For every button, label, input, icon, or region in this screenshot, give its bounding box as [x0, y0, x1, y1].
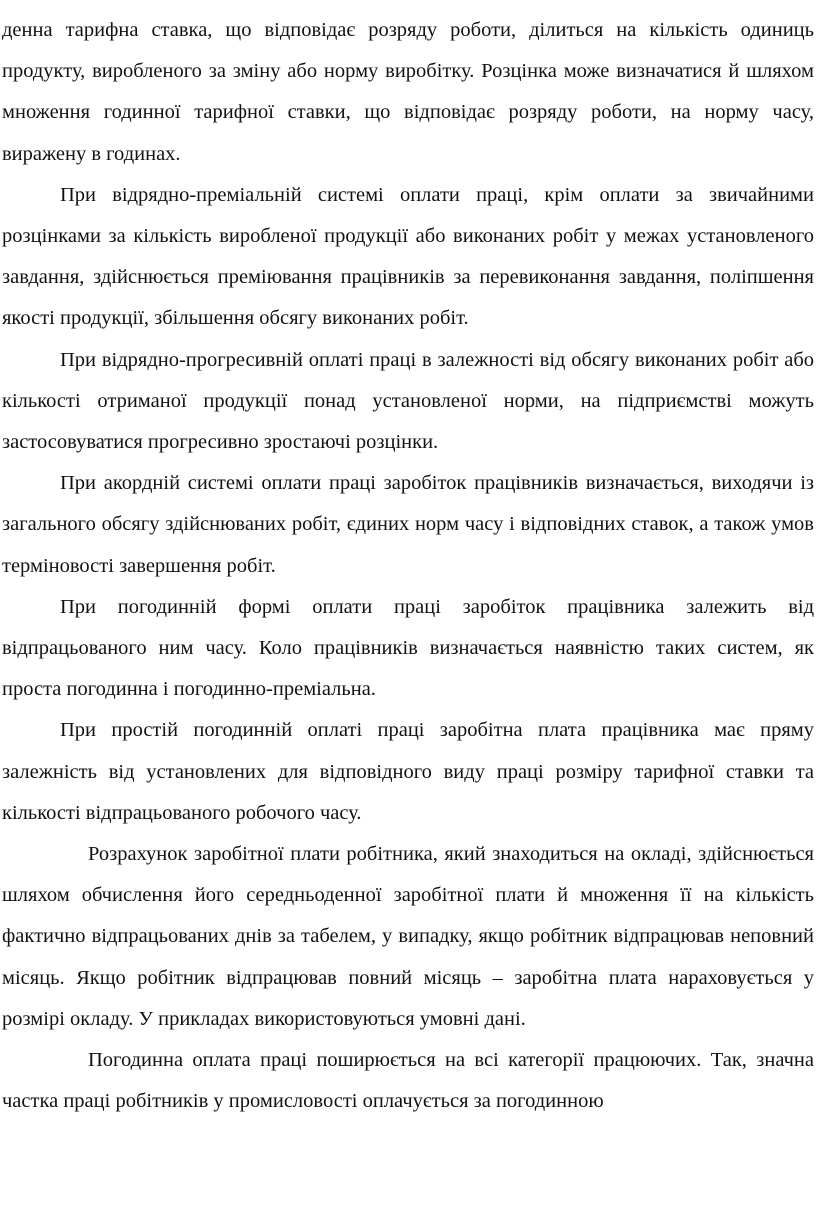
- paragraph-piece-rate-calculation: денна тарифна ставка, що відповідає розряду роботи, ділиться на кількість одиниць продукту, виробленого за зміну або норму виробітку. Розцінка може визначатися й шляхом множення годинної тарифної ставки, що відповідає розряду роботи, на норму часу, виражену в годинах.: [2, 19, 814, 165]
- paragraph-lump-sum-system: При акордній системі оплати праці заробіток працівників визначається, виходячи із загального обсягу здійснюваних робіт, єдиних норм часу і відповідних ставок, а також умов терміновості завершення робіт.: [2, 472, 814, 577]
- paragraph-simple-time-based: При простій погодинній оплаті праці заробітна плата працівника має пряму залежність від установлених для відповідного виду праці розміру тарифної ставки та кількості відпрацьованого робочого часу.: [2, 719, 814, 824]
- paragraph-piece-progressive-system: При відрядно-прогресивній оплаті праці в залежності від обсягу виконаних робіт або кількості отриманої продукції понад установленої норми, на підприємстві можуть застосовуватися прогресивно зростаючі розцінки.: [2, 348, 814, 454]
- paragraph-time-based-form: При погодинній формі оплати праці заробіток працівника залежить від відпрацьованого ним часу. Коло працівників визначається наявністю таких систем, як проста погодинна і погодинно-преміальна.: [2, 595, 814, 701]
- paragraph-salary-calculation: Розрахунок заробітної плати робітника, який знаходиться на окладі, здійснюється шляхом обчислення його середньоденної заробітної плати й множення її на кількість фактично відпрацьованих днів за табелем, у випадку, якщо робітник відпрацював неповний місяць. Якщо робітник відпрацював повний місяць – заробітна плата нараховується у розмірі окладу. У прикладах використовуються умовні дані.: [2, 843, 814, 1030]
- paragraph-piece-bonus-system: При відрядно-преміальній системі оплати праці, крім оплати за звичайними розцінками за кількість виробленої продукції або виконаних робіт у межах установленого завдання, здійснюється преміювання працівників за перевиконання завдання, поліпшення якості продукції, збільшення обсягу виконаних робіт.: [2, 183, 814, 330]
- paragraph-time-based-coverage: Погодинна оплата праці поширюється на всі категорії працюючих. Так, значна частка праці робітників у промисловості оплачується за погодинною: [2, 1049, 814, 1113]
